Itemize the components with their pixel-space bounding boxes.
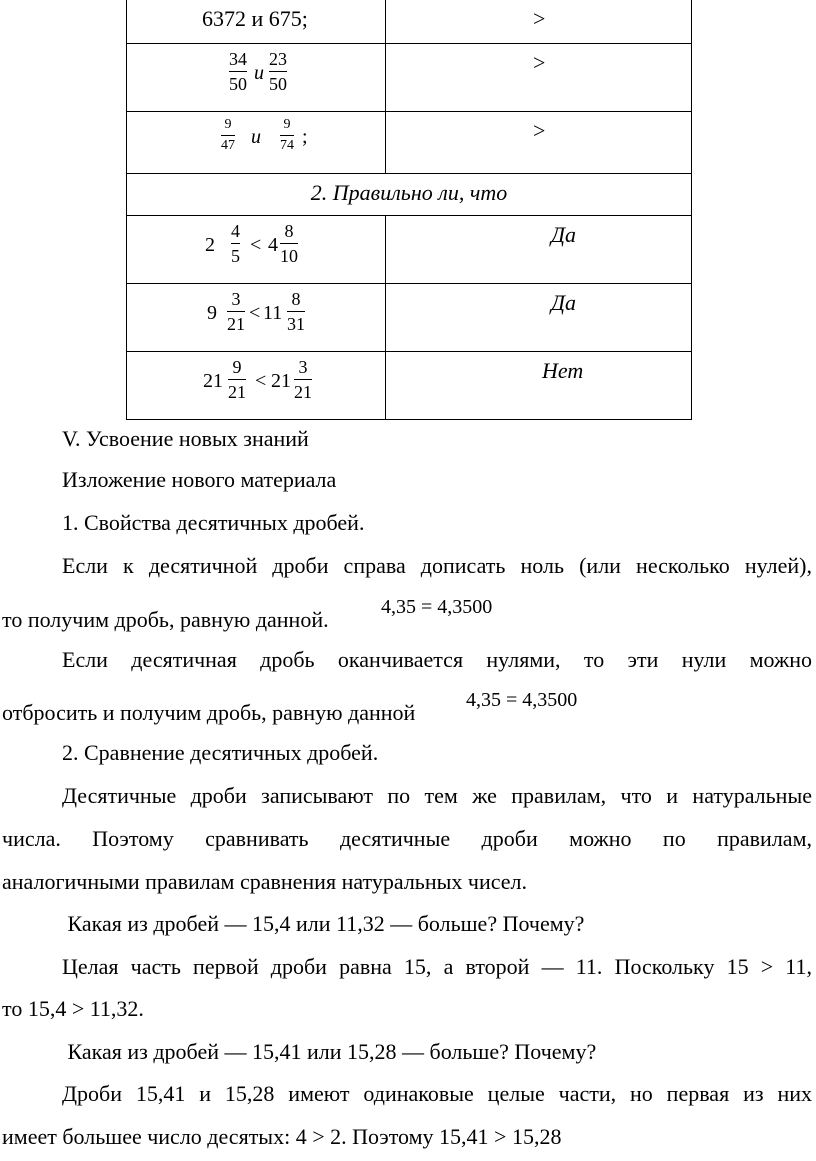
fraction: 3 21 bbox=[294, 357, 312, 402]
table-cell-right: > bbox=[533, 118, 546, 143]
semicolon: ; bbox=[302, 126, 308, 148]
fraction: 9 74 bbox=[280, 117, 294, 153]
whole-part: 4 bbox=[268, 234, 278, 256]
whole-part: 11 bbox=[263, 302, 283, 324]
formula: 4,35 = 4,3500 bbox=[466, 689, 578, 711]
answer-text: Да bbox=[551, 290, 576, 315]
paragraph-line: то 15,4 > 11,32. bbox=[2, 996, 144, 1021]
fraction: 8 10 bbox=[280, 221, 298, 266]
paragraph-line: аналогичными правилам сравнения натуральных чисел. bbox=[2, 869, 528, 894]
fraction: 34 50 bbox=[229, 49, 247, 94]
subheading: 1. Свойства десятичных дробей. bbox=[62, 510, 365, 535]
table-cell-left: 6372 и 675; bbox=[202, 6, 308, 31]
conjunction: и bbox=[254, 62, 264, 84]
whole-part: 21 bbox=[271, 370, 291, 392]
table-row bbox=[127, 0, 691, 44]
table-row bbox=[127, 352, 691, 420]
table-row bbox=[127, 284, 691, 352]
paragraph-line: числа. Поэтому сравнивать десятичные дроби можно по правилам, bbox=[2, 826, 812, 851]
paragraph-line: Если к десятичной дроби справа дописать ноль (или несколько нулей), bbox=[62, 553, 812, 578]
comparison-table bbox=[126, 0, 692, 420]
paragraph-line: имеет большее число десятых: 4 > 2. Поэтому 15,41 > 15,28 bbox=[2, 1124, 562, 1149]
fraction: 9 21 bbox=[228, 357, 246, 402]
formula: 4,35 = 4,3500 bbox=[381, 596, 493, 618]
question: Какая из дробей — 15,4 или 11,32 — больше? Почему? bbox=[62, 911, 585, 936]
section-title: 2. Правильно ли, что bbox=[310, 180, 508, 205]
conjunction: и bbox=[251, 126, 261, 148]
whole-part: 2 bbox=[205, 234, 215, 256]
table-cell-right: > bbox=[533, 6, 546, 31]
table-row bbox=[127, 44, 691, 112]
less-than-sign: < bbox=[250, 234, 262, 256]
less-than-sign: < bbox=[255, 370, 267, 392]
fraction: 23 50 bbox=[269, 49, 287, 94]
paragraph-line: Целая часть первой дроби равна 15, а второй — 11. Поскольку 15 > 11, bbox=[62, 954, 812, 979]
table-row bbox=[127, 112, 691, 174]
subheading: 2. Сравнение десятичных дробей. bbox=[62, 740, 379, 765]
whole-part: 9 bbox=[207, 302, 217, 324]
whole-part: 21 bbox=[203, 370, 223, 392]
question: Какая из дробей — 15,41 или 15,28 — больше? Почему? bbox=[62, 1039, 597, 1064]
paragraph-line: Если десятичная дробь оканчивается нулями, то эти нули можно bbox=[62, 647, 812, 672]
paragraph-line: то получим дробь, равную данной. bbox=[2, 607, 329, 632]
fraction: 3 21 bbox=[227, 289, 245, 334]
answer-text: Нет bbox=[542, 358, 584, 383]
less-than-sign: < bbox=[249, 302, 261, 324]
subheading: Изложение нового материала bbox=[62, 467, 337, 492]
table-section-row bbox=[127, 174, 691, 216]
fraction: 8 31 bbox=[287, 289, 305, 334]
fraction: 4 5 bbox=[231, 221, 240, 266]
table-cell-right: > bbox=[533, 50, 546, 75]
paragraph-line: Дроби 15,41 и 15,28 имеют одинаковые целые части, но первая из них bbox=[62, 1081, 812, 1106]
paragraph-line: Десятичные дроби записывают по тем же правилам, что и натуральные bbox=[62, 783, 812, 808]
section-heading: V. Усвоение новых знаний bbox=[62, 426, 309, 451]
table-row bbox=[127, 216, 691, 284]
answer-text: Да bbox=[551, 222, 576, 247]
paragraph-line: отбросить и получим дробь, равную данной bbox=[2, 700, 416, 725]
fraction: 9 47 bbox=[221, 117, 235, 153]
